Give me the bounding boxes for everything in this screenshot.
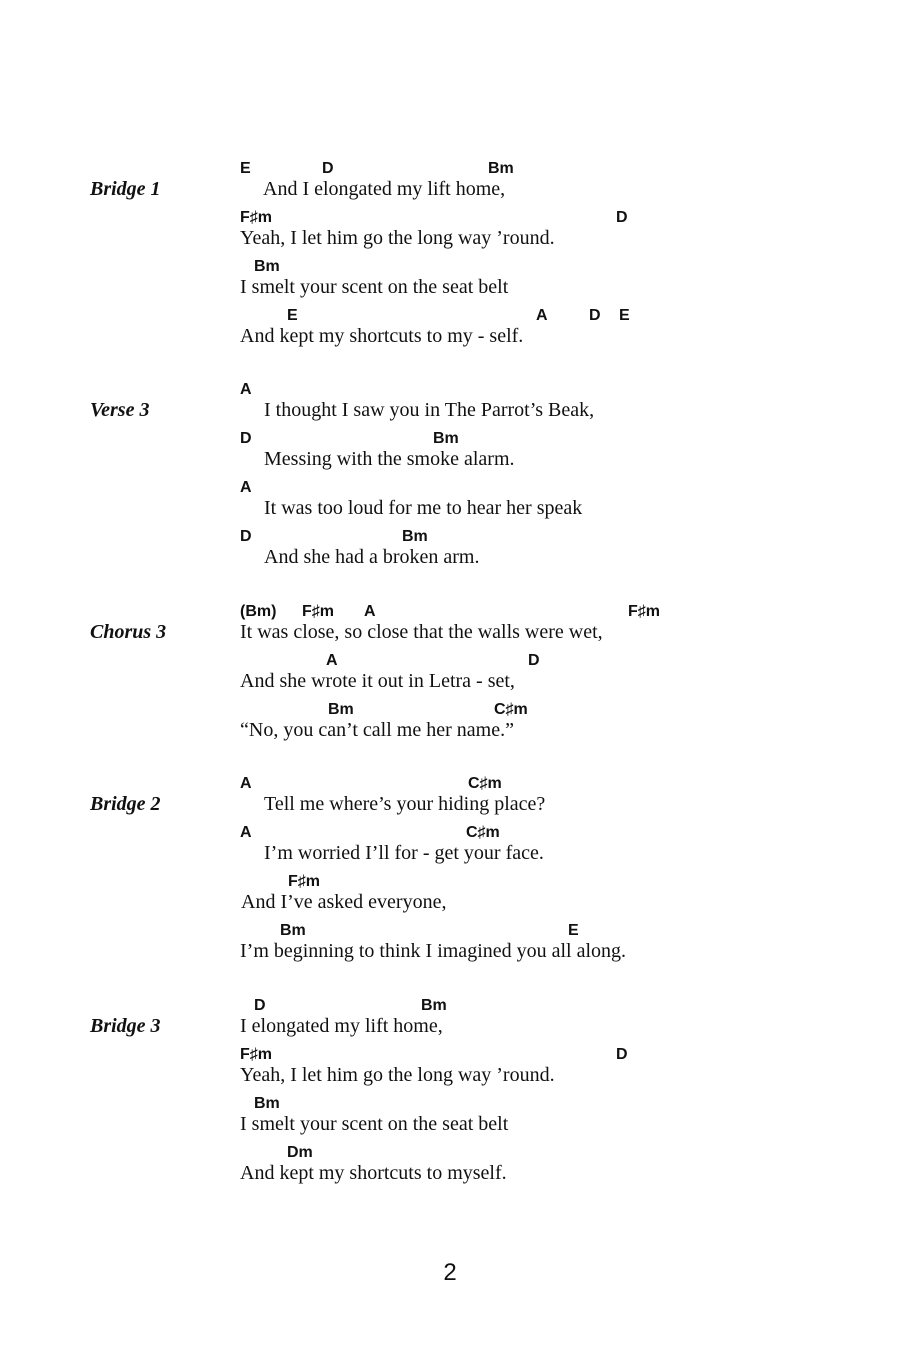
chord: C♯m (468, 775, 502, 792)
lyric-line: I smelt your scent on the seat belt (240, 1113, 509, 1135)
chord: (Bm) (240, 603, 277, 620)
chord: F♯m (628, 603, 660, 620)
chord: Dm (287, 1144, 313, 1161)
lyric-line: It was close, so close that the walls were wet, (240, 621, 603, 643)
chord: Bm (328, 701, 354, 718)
chord: Bm (421, 997, 447, 1014)
chord: F♯m (302, 603, 334, 620)
chord: D (240, 528, 252, 545)
lyric-line: I’m beginning to think I imagined you all along. (240, 940, 627, 962)
lyric-line: Yeah, I let him go the long way ’round. (240, 1064, 555, 1086)
chord: E (568, 922, 579, 939)
chord: D (616, 1046, 628, 1063)
lyric-line: It was too loud for me to hear her speak (264, 497, 583, 519)
lyric-line: “No, you can’t call me her name.” (240, 719, 514, 741)
chord: A (240, 824, 252, 841)
section-label-chorus-3: Chorus 3 (90, 621, 167, 643)
chord: A (240, 479, 252, 496)
lyric-line: And I’ve asked everyone, (241, 891, 447, 913)
lyric-line: I elongated my lift home, (240, 1015, 443, 1037)
section-label-bridge-3: Bridge 3 (90, 1015, 161, 1037)
chord: A (364, 603, 376, 620)
lyric-line: Messing with the smoke alarm. (264, 448, 515, 470)
chord: F♯m (288, 873, 320, 890)
lyric-line: And I elongated my lift home, (263, 178, 506, 200)
section-label-verse-3: Verse 3 (90, 399, 150, 421)
chord: Bm (254, 258, 280, 275)
chord: F♯m (240, 209, 272, 226)
chord: D (240, 430, 252, 447)
chord: D (616, 209, 628, 226)
chord: D (322, 160, 334, 177)
chord: E (619, 307, 630, 324)
chord: D (254, 997, 266, 1014)
chord: E (240, 160, 251, 177)
page-number: 2 (443, 1259, 457, 1286)
chord: D (589, 307, 601, 324)
chord: Bm (254, 1095, 280, 1112)
chord: A (536, 307, 548, 324)
chord: A (240, 381, 252, 398)
chord: A (240, 775, 252, 792)
chord: C♯m (494, 701, 528, 718)
lyric-line: Tell me where’s your hiding place? (264, 793, 546, 815)
lyric-line: And kept my shortcuts to myself. (240, 1162, 507, 1184)
lyric-line: I smelt your scent on the seat belt (240, 276, 509, 298)
chord: Bm (488, 160, 514, 177)
chord: Bm (402, 528, 428, 545)
lyric-line: And kept my shortcuts to my - self. (240, 325, 524, 347)
chord: D (528, 652, 540, 669)
chord: A (326, 652, 338, 669)
chord: C♯m (466, 824, 500, 841)
lyric-line: And she had a broken arm. (264, 546, 480, 568)
lyric-line: I thought I saw you in The Parrot’s Beak, (264, 399, 595, 421)
chord: F♯m (240, 1046, 272, 1063)
chord: Bm (280, 922, 306, 939)
section-label-bridge-2: Bridge 2 (90, 793, 161, 815)
chord: E (287, 307, 298, 324)
chord: Bm (433, 430, 459, 447)
lyric-line: Yeah, I let him go the long way ’round. (240, 227, 555, 249)
lyric-line: And she wrote it out in Letra - set, (240, 670, 515, 692)
lyric-line: I’m worried I’ll for - get your face. (264, 842, 544, 864)
section-label-bridge-1: Bridge 1 (90, 178, 161, 200)
